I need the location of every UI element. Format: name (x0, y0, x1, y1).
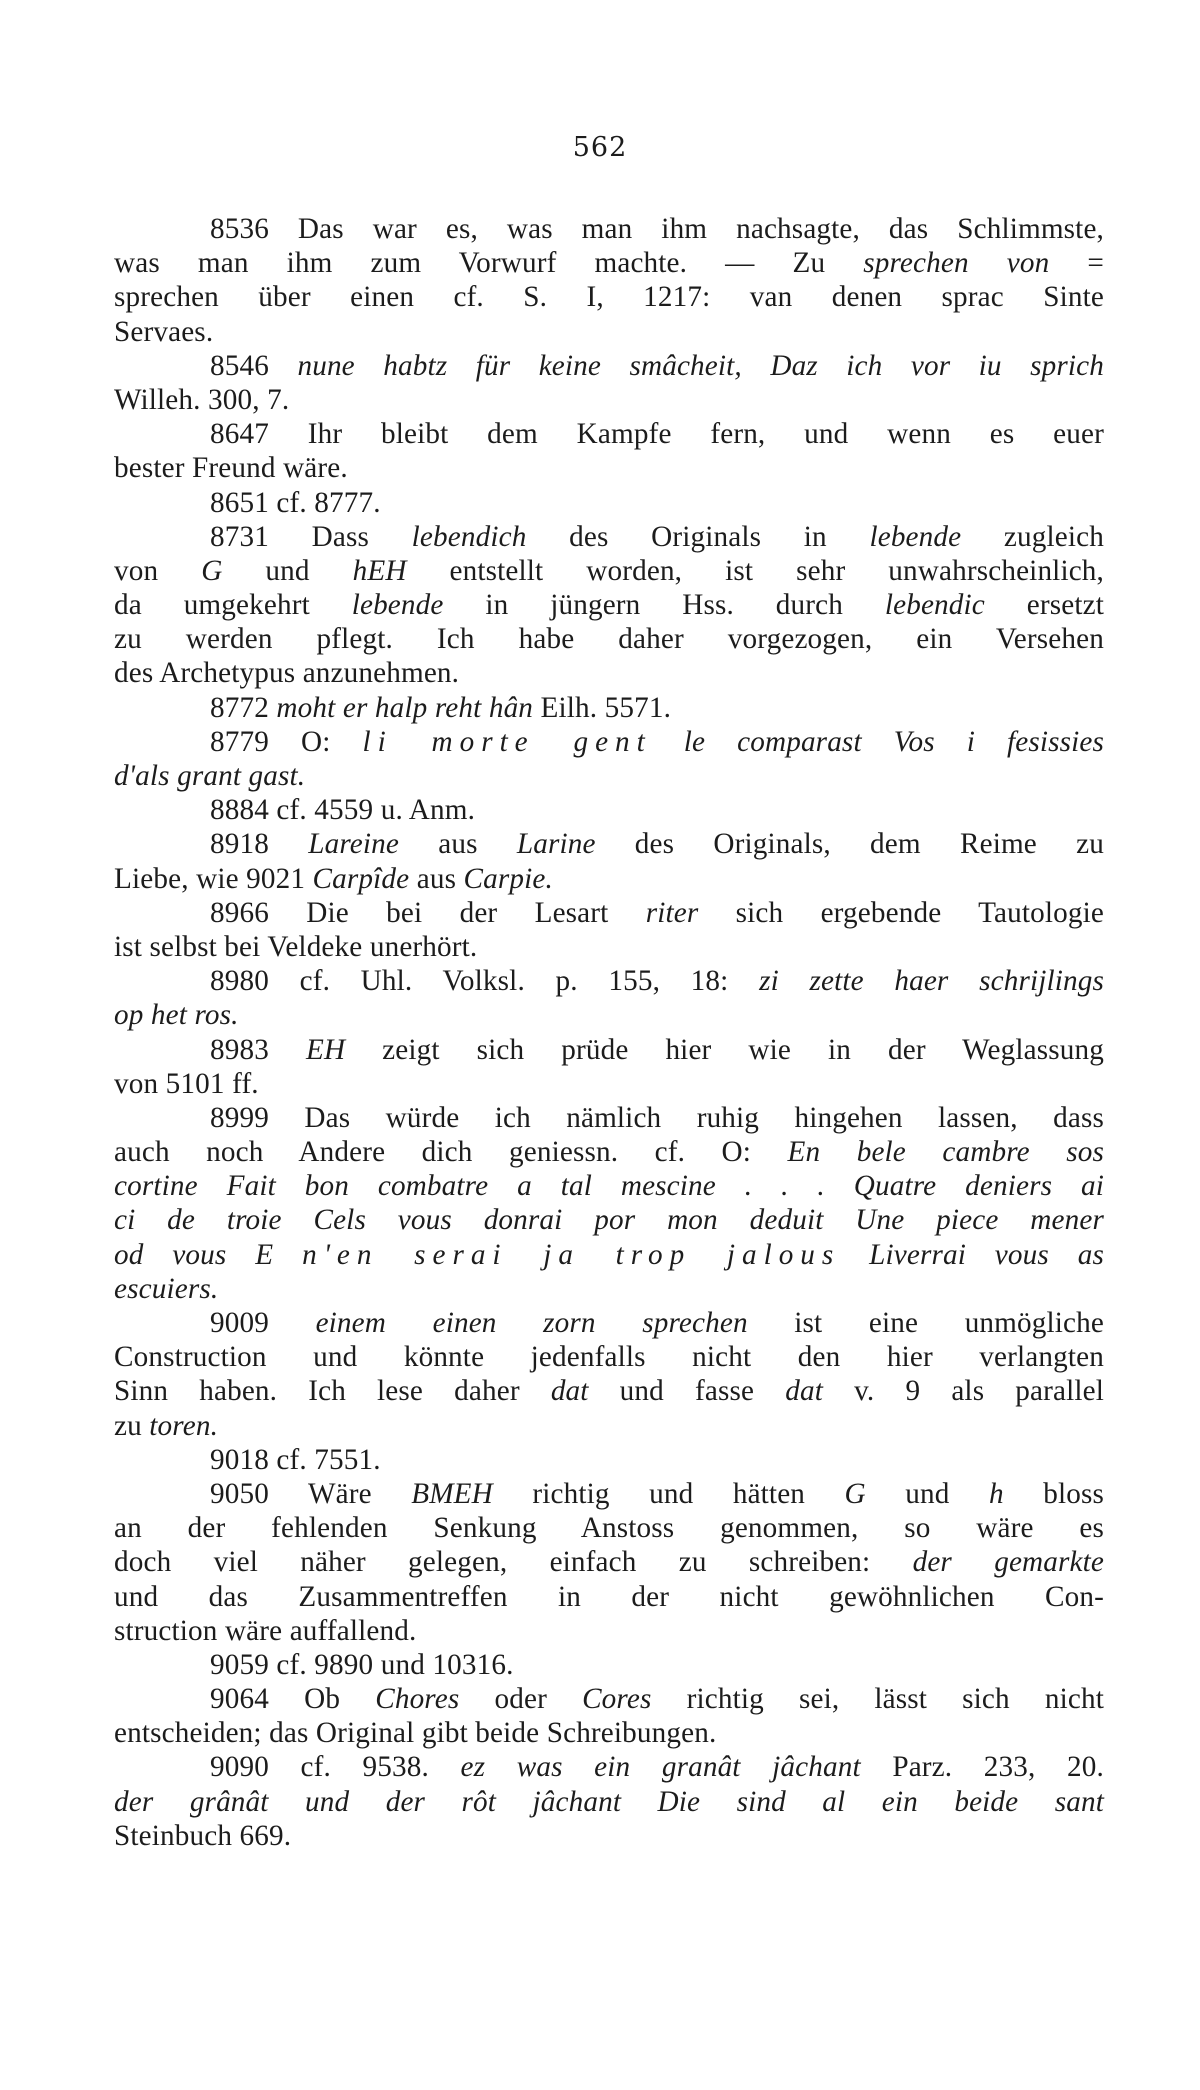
text-run: 9050 Wäre (210, 1477, 412, 1510)
text-line (114, 1443, 1104, 1477)
emphasis-run: toren. (149, 1409, 219, 1442)
text-run: 8980 cf. Uhl. Volksl. p. 155, 18: (210, 965, 760, 998)
text-run: des Archetypus anzunehmen. (114, 657, 460, 690)
text-run: ist selbst bei Veldeke unerhört. (114, 930, 478, 963)
text-line (114, 383, 1104, 417)
text-run: v. 9 als parallel (822, 1375, 1105, 1408)
text-run: 8918 (210, 828, 309, 861)
text-line (114, 1169, 1104, 1203)
text-line (114, 315, 1104, 349)
text-line (114, 588, 1104, 622)
emphasis-run: ci de troie Cels vous donrai por mon deduit Une piece mener (114, 1204, 1104, 1237)
text-run: entscheiden; das Original gibt beide Schreibungen. (114, 1717, 717, 1750)
text-line (114, 1238, 1104, 1272)
text-run: in jüngern Hss. durch (443, 589, 885, 622)
emphasis-run: der grânât und der rôt jâchant Die sind al ein beide sant (114, 1785, 1104, 1818)
emphasis-run: Chores (375, 1683, 460, 1716)
text-line (114, 1409, 1104, 1443)
text-run: richtig und hätten (492, 1477, 845, 1510)
text-line (114, 1477, 1104, 1511)
emphasis-run: n'en serai ja trop jalous (302, 1238, 841, 1271)
emphasis-run: escuiers. (114, 1272, 219, 1305)
text-line (114, 1750, 1104, 1784)
text-line (114, 1101, 1104, 1135)
text-run: und (865, 1477, 989, 1510)
emphasis-run: moht er halp reht hân (276, 691, 534, 724)
text-run: 8983 (210, 1033, 306, 1066)
text-run: zugleich (961, 520, 1104, 553)
page-number: 562 (572, 132, 628, 163)
emphasis-run: Liverrai vous as (840, 1238, 1104, 1271)
text-line (114, 486, 1104, 520)
text-line (114, 691, 1104, 725)
text-run: 8999 Das würde ich nämlich ruhig hingehen lassen, dass (210, 1101, 1104, 1134)
text-line (114, 1033, 1104, 1067)
text-line (114, 1272, 1104, 1306)
text-run: da umgekehrt (114, 589, 352, 622)
emphasis-run: lebendic (884, 589, 985, 622)
text-run: 8647 Ihr bleibt dem Kampfe fern, und wenn es euer (210, 418, 1104, 451)
emphasis-run: le comparast Vos i fesissies (651, 725, 1104, 758)
emphasis-run: En bele cambre sos (787, 1136, 1104, 1169)
text-line (114, 725, 1104, 759)
emphasis-run: Carpie. (463, 862, 553, 895)
text-line (114, 1785, 1104, 1819)
emphasis-run: h (988, 1477, 1004, 1510)
text-line (114, 656, 1104, 690)
emphasis-run: lebende (869, 520, 962, 553)
text-line (114, 1374, 1104, 1408)
emphasis-run: cortine Fait bon combatre a tal mescine . . . Quatre deniers ai (114, 1170, 1104, 1203)
text-run: sich ergebende Tautologie (698, 896, 1104, 929)
text-line (114, 1819, 1104, 1853)
emphasis-run: G (844, 1477, 866, 1510)
emphasis-run: Cores (582, 1683, 652, 1716)
emphasis-run: li morte gent (362, 725, 652, 758)
text-run: oder (459, 1683, 583, 1716)
text-run: zeigt sich prüde hier wie in der Weglassung (345, 1033, 1104, 1066)
text-line (114, 1203, 1104, 1237)
emphasis-run: Larine (516, 828, 596, 861)
text-run: entstellt worden, ist sehr unwahrscheinlich, (406, 554, 1104, 587)
text-run: Steinbuch 669. (114, 1819, 292, 1852)
text-line (114, 1135, 1104, 1169)
text-line (114, 451, 1104, 485)
emphasis-run: dat (550, 1375, 589, 1408)
emphasis-run: zi zette haer schrijlings (759, 965, 1104, 998)
text-run: bester Freund wäre. (114, 452, 348, 485)
text-run: und fasse (588, 1375, 786, 1408)
text-run: doch viel näher gelegen, einfach zu schreiben: (114, 1546, 913, 1579)
emphasis-run: op het ros. (114, 999, 239, 1032)
text-run: ist eine unmögliche (747, 1307, 1104, 1339)
text-run: = (1049, 247, 1104, 280)
emphasis-run: nune habtz für keine smâcheit, Daz ich vor iu sprich (297, 349, 1105, 382)
text-line (114, 1340, 1104, 1374)
emphasis-run: Carpîde (312, 862, 410, 895)
emphasis-run: G (201, 554, 223, 587)
emphasis-run: d'als grant gast. (114, 760, 306, 792)
text-run: zu werden pflegt. Ich habe daher vorgezogen, ein Versehen (114, 623, 1104, 656)
text-run: aus (398, 828, 517, 861)
text-run: von (114, 554, 202, 587)
emphasis-run: od vous E (114, 1238, 303, 1271)
text-line (114, 246, 1104, 280)
emphasis-run: einem einen zorn sprechen (315, 1307, 748, 1339)
text-run: 8536 Das war es, was man ihm nachsagte, das Schlimmste, (210, 213, 1104, 245)
text-run: 8651 cf. 8777. (210, 486, 381, 519)
emphasis-run: dat (785, 1375, 823, 1408)
text-line (114, 212, 1104, 246)
text-run: bloss (1003, 1477, 1104, 1510)
text-run: 8779 O: (210, 725, 363, 758)
text-line (114, 554, 1104, 588)
text-line (114, 1306, 1104, 1340)
text-run: 8731 Dass (210, 520, 412, 553)
emphasis-run: Lareine (308, 828, 399, 861)
emphasis-run: lebendich (411, 520, 527, 553)
text-line (114, 622, 1104, 656)
text-run: des Originals in (526, 520, 870, 553)
emphasis-run: riter (645, 896, 699, 929)
text-run: des Originals, dem Reime zu (595, 828, 1104, 861)
text-run: Servaes. (114, 315, 214, 348)
text-run: Sinn haben. Ich lese daher (114, 1375, 551, 1408)
emphasis-run: sprechen von (863, 247, 1050, 280)
text-run: 8966 Die bei der Lesart (210, 896, 646, 929)
text-run: Liebe, wie 9021 (114, 862, 313, 895)
text-run: von 5101 ff. (114, 1067, 259, 1100)
text-line (114, 349, 1104, 383)
text-line (114, 1682, 1104, 1716)
text-line (114, 793, 1104, 827)
text-line (114, 964, 1104, 998)
text-line (114, 1067, 1104, 1101)
text-run: Construction und könnte jedenfalls nicht den hier verlangten (114, 1341, 1104, 1374)
emphasis-run: der gemarkte (912, 1546, 1104, 1579)
text-line (114, 827, 1104, 861)
text-run: 9059 cf. 9890 und 10316. (210, 1648, 514, 1681)
emphasis-run: hEH (352, 554, 407, 587)
text-run: Parz. 233, 20. (860, 1751, 1104, 1784)
text-run: 8772 (210, 691, 277, 724)
text-line (114, 862, 1104, 896)
text-line (114, 1614, 1104, 1648)
text-run: zu (114, 1409, 150, 1442)
text-line (114, 520, 1104, 554)
text-run: auch noch Andere dich geniessn. cf. O: (114, 1136, 788, 1169)
text-line (114, 1545, 1104, 1579)
text-line (114, 1648, 1104, 1682)
commentary-text (114, 212, 1104, 1853)
text-run: 9064 Ob (210, 1683, 376, 1716)
text-run: richtig sei, lässt sich nicht (651, 1683, 1104, 1716)
text-run: sprechen über einen cf. S. I, 1217: van denen sprac Sinte (114, 281, 1104, 314)
text-line (114, 280, 1104, 314)
text-run: 9090 cf. 9538. (210, 1751, 461, 1784)
text-run: an der fehlenden Senkung Anstoss genommen, so wäre es (114, 1512, 1104, 1545)
text-run: 9018 cf. 7551. (210, 1443, 381, 1476)
emphasis-run: BMEH (411, 1477, 493, 1510)
text-run: ersetzt (984, 589, 1104, 622)
text-run: Willeh. 300, 7. (114, 383, 290, 416)
text-run: 8884 cf. 4559 u. Anm. (210, 794, 476, 827)
text-line (114, 417, 1104, 451)
text-run: struction wäre auffallend. (114, 1614, 417, 1647)
text-run: 8546 (210, 349, 298, 382)
text-line (114, 896, 1104, 930)
emphasis-run: ez was ein granât jâchant (460, 1751, 861, 1784)
text-line (114, 1511, 1104, 1545)
text-line (114, 759, 1104, 793)
text-line (114, 1716, 1104, 1750)
emphasis-run: lebende (351, 589, 444, 622)
text-run: 9009 (210, 1307, 316, 1339)
text-line (114, 1580, 1104, 1614)
text-run: aus (409, 862, 464, 895)
text-line (114, 998, 1104, 1032)
text-run: und das Zusammentreffen in der nicht gewöhnlichen Con- (114, 1580, 1104, 1613)
text-line (114, 930, 1104, 964)
text-run: und (222, 554, 353, 587)
emphasis-run: EH (305, 1033, 346, 1066)
text-run: was man ihm zum Vorwurf machte. — Zu (114, 247, 864, 280)
text-run: Eilh. 5571. (533, 691, 672, 724)
